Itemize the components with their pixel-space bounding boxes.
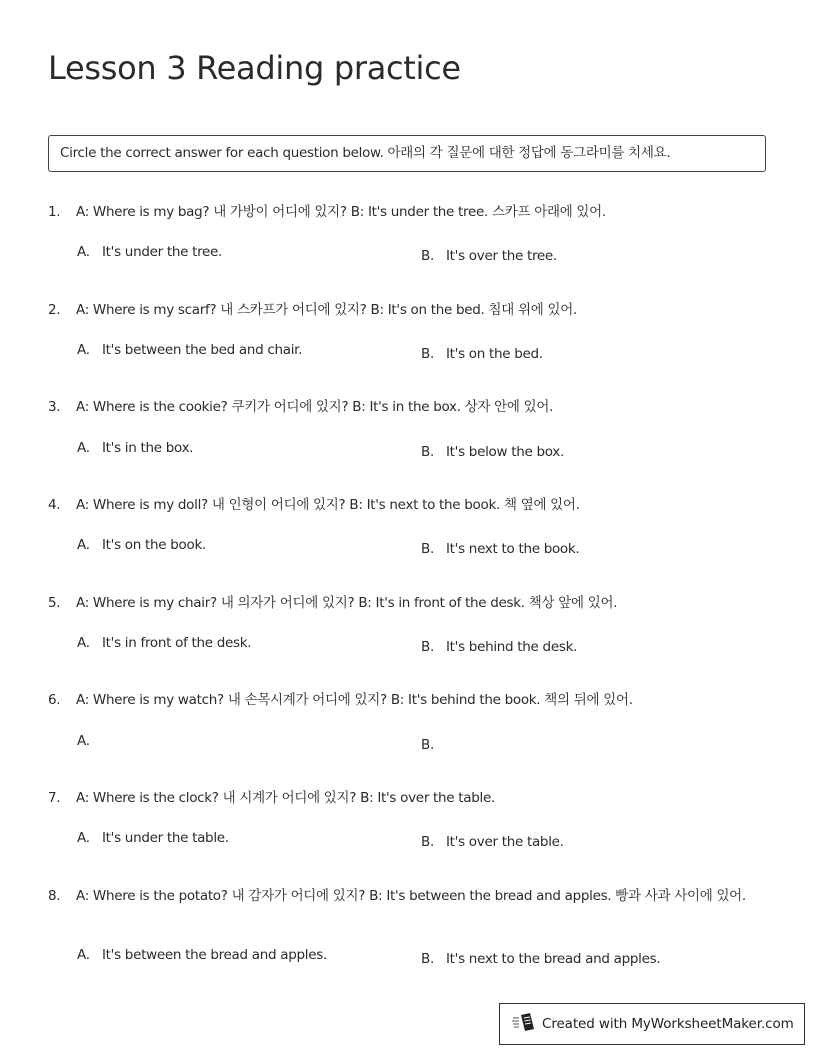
option-text: It's under the table.	[102, 830, 229, 846]
option-letter: B.	[421, 639, 434, 655]
question-1	[48, 203, 773, 222]
question-number: 4.	[48, 497, 61, 513]
option-letter: A.	[77, 440, 90, 456]
worksheet-logo-icon	[512, 1012, 542, 1036]
option-text: It's below the box.	[446, 444, 564, 460]
option-text: It's next to the bread and apples.	[446, 951, 661, 967]
option-letter: A.	[77, 537, 90, 553]
question-number: 3.	[48, 399, 61, 415]
question-number: 2.	[48, 302, 61, 318]
question-text: A: Where is the cookie? 쿠키가 어디에 있지? B: It's in the box. 상자 안에 있어.	[76, 399, 554, 415]
option-a[interactable]	[77, 341, 302, 360]
option-b[interactable]	[421, 540, 579, 559]
option-letter: B.	[421, 834, 434, 850]
question-2	[48, 301, 773, 320]
question-text: A: Where is the potato? 내 감자가 어디에 있지? B: It's between the bread and apples. 빵과 사과 사이에 있어.	[76, 888, 746, 904]
question-7	[48, 789, 773, 808]
question-number: 8.	[48, 888, 61, 904]
option-letter: A.	[77, 947, 90, 963]
option-b[interactable]	[421, 638, 577, 657]
option-letter: B.	[421, 951, 434, 967]
option-text: It's over the tree.	[446, 248, 557, 264]
option-text: It's behind the desk.	[446, 639, 578, 655]
question-text: A: Where is my bag? 내 가방이 어디에 있지? B: It's under the tree. 스카프 아래에 있어.	[76, 204, 606, 220]
option-b[interactable]	[421, 950, 660, 969]
option-letter: A.	[77, 342, 90, 358]
option-letter: B.	[421, 444, 434, 460]
question-4	[48, 496, 773, 515]
option-a[interactable]	[77, 732, 102, 751]
question-number: 1.	[48, 204, 61, 220]
option-a[interactable]	[77, 946, 327, 965]
question-8	[48, 887, 773, 906]
question-3	[48, 398, 773, 417]
option-text: It's between the bed and chair.	[102, 342, 303, 358]
instructions-box: Circle the correct answer for each question below. 아래의 각 질문에 대한 정답에 동그라미를 치세요.	[48, 135, 766, 172]
option-text: It's under the tree.	[102, 244, 223, 260]
option-letter: B.	[421, 541, 434, 557]
option-text: It's in front of the desk.	[102, 635, 252, 651]
option-text: It's over the table.	[446, 834, 564, 850]
option-letter: A.	[77, 733, 90, 749]
question-6	[48, 691, 773, 710]
option-letter: B.	[421, 346, 434, 362]
option-b[interactable]	[421, 736, 446, 755]
question-number: 7.	[48, 790, 61, 806]
created-with-badge[interactable]	[499, 1003, 805, 1045]
page-title: Lesson 3 Reading practice	[48, 49, 461, 87]
option-a[interactable]	[77, 829, 229, 848]
option-text: It's on the book.	[102, 537, 206, 553]
option-text: It's on the bed.	[446, 346, 543, 362]
option-letter: B.	[421, 737, 434, 753]
question-number: 6.	[48, 692, 61, 708]
option-text: It's between the bread and apples.	[102, 947, 327, 963]
option-b[interactable]	[421, 833, 564, 852]
option-text: It's next to the book.	[446, 541, 580, 557]
question-text: A: Where is my chair? 내 의자가 어디에 있지? B: It's in front of the desk. 책상 앞에 있어.	[76, 595, 618, 611]
option-b[interactable]	[421, 247, 557, 266]
question-number: 5.	[48, 595, 61, 611]
option-b[interactable]	[421, 345, 543, 364]
option-a[interactable]	[77, 536, 206, 555]
option-letter: A.	[77, 244, 90, 260]
option-letter: B.	[421, 248, 434, 264]
question-text: A: Where is my watch? 내 손목시계가 어디에 있지? B: It's behind the book. 책의 뒤에 있어.	[76, 692, 633, 708]
option-letter: A.	[77, 830, 90, 846]
question-text: A: Where is my scarf? 내 스카프가 어디에 있지? B: It's on the bed. 침대 위에 있어.	[76, 302, 577, 318]
option-text: It's in the box.	[102, 440, 194, 456]
question-text: A: Where is the clock? 내 시계가 어디에 있지? B: It's over the table.	[76, 790, 495, 806]
option-a[interactable]	[77, 634, 251, 653]
question-5	[48, 594, 773, 613]
option-letter: A.	[77, 635, 90, 651]
option-a[interactable]	[77, 243, 222, 262]
footer-text: Created with MyWorksheetMaker.com	[542, 1016, 794, 1032]
option-a[interactable]	[77, 439, 193, 458]
question-text: A: Where is my doll? 내 인형이 어디에 있지? B: It's next to the book. 책 옆에 있어.	[76, 497, 580, 513]
option-b[interactable]	[421, 443, 564, 462]
